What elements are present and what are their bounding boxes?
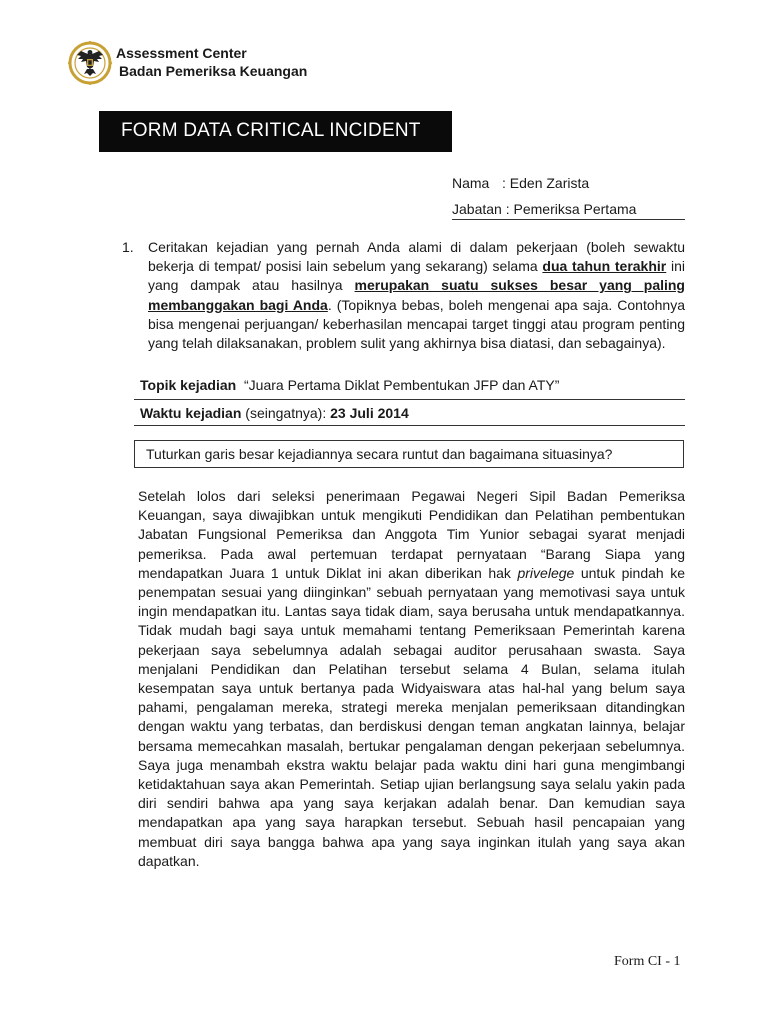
waktu-note: (seingatnya):: [241, 405, 331, 421]
question-part3: . (Topiknya bebas, boleh mengenai apa saja. Contohnya bisa mengenai perjuangan/ keberhasilan mencapai target tinggi atau program penting yang telah dilaksanakan, problem sulit yang akhirnya bisa diatasi, dan sebagainya).: [148, 296, 685, 352]
answer-part2: untuk pindah ke penempatan sesuai yang diinginkan” sebuah pernyataan yang memotivasi saya untuk ingin mendapatkan itu. Lantas saya tidak diam, saya berusaha untuk mendapatkannya. Tidak mudah bagi saya untuk memahami tentang Pemeriksaan Pemerintah karena pekerjaan saya sebelumnya adalah sebagai auditor perusahaan swasta. Saya menjalani Pendidikan dan Pelatihan tersebut selama 4 Bulan, selama itulah kesempatan saya untuk bertanya pada Widyaiswara atas hal-hal yang belum saya pahami, pengalaman mereka, strategi mereka menjalan pemeriksaan ditandingkan dengan waktu yang terbatas, dan berdiskusi dengan teman angkatan lainnya, belajar bersama memecahkan masalah, bertukar pengalaman dengan pekerjaan sebelumnya. Saya juga menambah ekstra waktu belajar pada waktu dini hari guna mengimbangi ketidaktahuan saya akan Pemerintah. Setiap ujian berlangsung saya selalu yakin pada diri sendiri bahwa apa yang saya kerjakan adalah benar. Dan kemudian saya mendapatkan apa yang saya harapkan tersebut. Sebuah hasil pencapaian yang membuat diri saya bangga bahwa apa yang saya inginkan itulah yang saya akan dapatkan.: [138, 564, 685, 869]
waktu-divider: [134, 425, 685, 426]
topik-label: Topik kejadian: [140, 377, 237, 393]
answer-italic: privelege: [517, 564, 575, 581]
jabatan-label: Jabatan: [452, 201, 502, 217]
org-name-line2: Badan Pemeriksa Keuangan: [119, 63, 308, 79]
question-part1: Ceritakan kejadian yang pernah Anda alami di dalam pekerjaan (boleh sewaktu bekerja di tempat/ posisi lain sebelum yang sekarang) selama: [148, 239, 685, 275]
question-text: [148, 238, 685, 353]
prompt-text: Tuturkan garis besar kejadiannya secara runtut dan bagaimana situasinya?: [146, 446, 613, 462]
form-title: FORM DATA CRITICAL INCIDENT: [121, 120, 421, 141]
waktu-row: [140, 405, 409, 421]
question-number: 1.: [122, 239, 134, 255]
jabatan-value: : Pemeriksa Pertama: [505, 201, 637, 217]
garuda-emblem-icon: [68, 40, 112, 86]
question-emphasis2: merupakan suatu sukses besar yang paling membanggakan bagi Anda: [148, 277, 685, 313]
prompt-box: [134, 440, 684, 468]
question-emphasis1: dua tahun terakhir: [542, 258, 667, 275]
identity-divider: [452, 219, 685, 220]
topik-divider: [134, 399, 685, 400]
waktu-value: 23 Juli 2014: [330, 405, 409, 421]
org-name-line1: Assessment Center: [116, 45, 247, 61]
question-part2: ini yang dampak atau hasilnya: [148, 258, 685, 294]
topik-row: [140, 377, 559, 393]
nama-value: : Eden Zarista: [502, 175, 590, 191]
form-title-box: [99, 111, 452, 152]
page-footer: Form CI - 1: [614, 954, 681, 969]
answer-text: [138, 487, 685, 871]
waktu-label: Waktu kejadian: [140, 405, 242, 421]
nama-row: [452, 175, 589, 191]
answer-part1: Setelah lolos dari seleksi penerimaan Pegawai Negeri Sipil Badan Pemeriksa Keuangan, saya diwajibkan untuk mengikuti Pendidikan dan Pelatihan pembentukan Jabatan Fungsional Pemeriksa dan Anggota Tim Yunior sebagai syarat menjadi pemeriksa. Pada awal pertemuan terdapat pernyataan “Barang Siapa yang mendapatkan Juara 1 untuk Diklat ini akan diberikan hak: [138, 488, 685, 581]
jabatan-row: [452, 201, 636, 217]
topik-value: “Juara Pertama Diklat Pembentukan JFP dan ATY”: [244, 377, 560, 393]
nama-label: Nama: [452, 175, 490, 191]
